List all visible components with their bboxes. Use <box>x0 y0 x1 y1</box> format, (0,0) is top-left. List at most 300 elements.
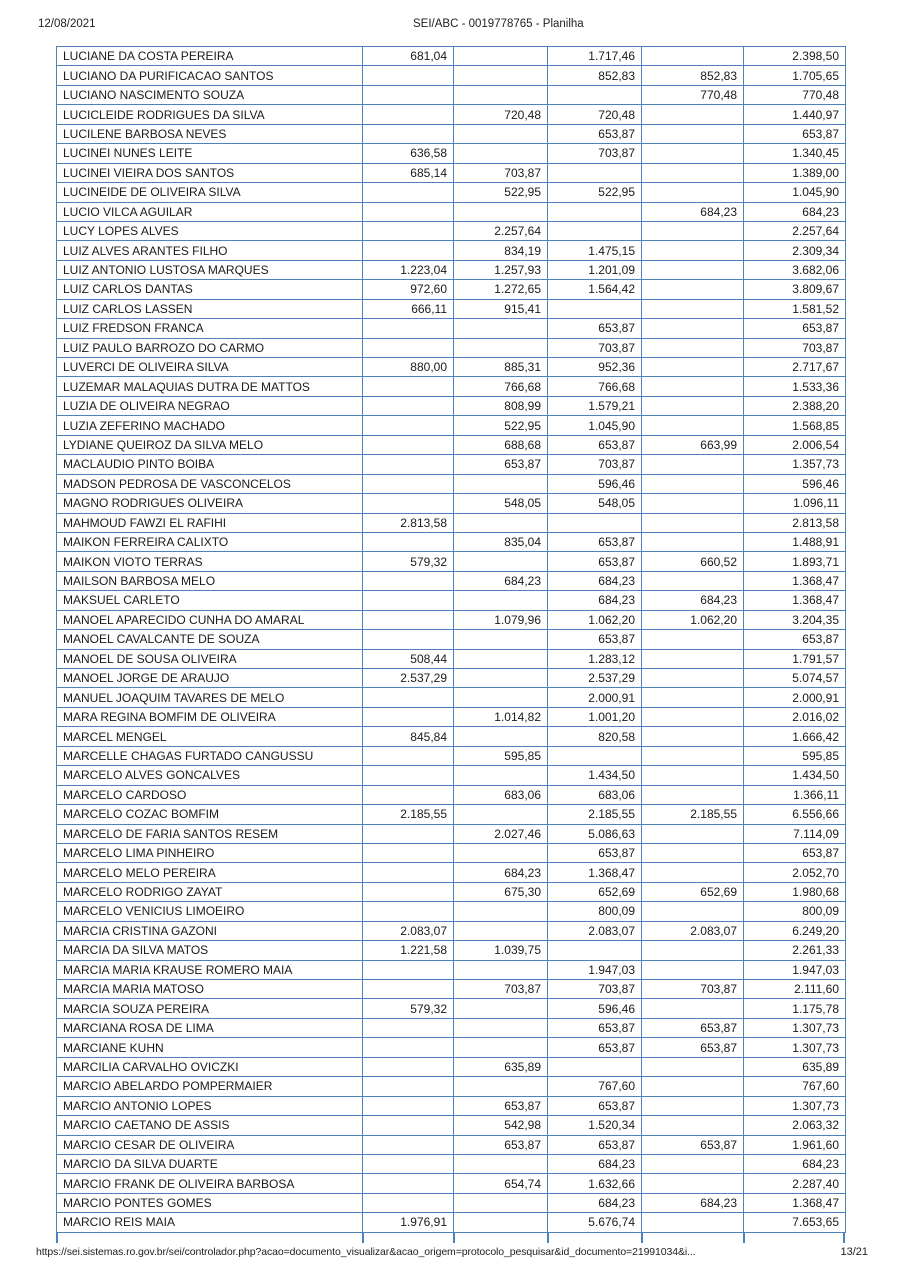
value-cell <box>642 1077 744 1096</box>
value-cell: 508,44 <box>363 649 454 668</box>
value-cell: 952,36 <box>548 358 642 377</box>
value-cell: 579,32 <box>363 999 454 1018</box>
value-cell <box>548 299 642 318</box>
value-cell: 1.340,45 <box>744 144 846 163</box>
value-cell: 3.809,67 <box>744 280 846 299</box>
value-cell: 766,68 <box>454 377 548 396</box>
name-cell: LUCINEI VIEIRA DOS SANTOS <box>57 163 363 182</box>
value-cell: 834,19 <box>454 241 548 260</box>
value-cell <box>642 571 744 590</box>
value-cell: 2.185,55 <box>548 805 642 824</box>
column-border-stub <box>547 1233 549 1243</box>
document-title: SEI/ABC - 0019778765 - Planilha <box>413 18 584 30</box>
value-cell <box>363 202 454 221</box>
value-cell <box>363 1096 454 1115</box>
value-cell: 703,87 <box>548 455 642 474</box>
value-cell <box>454 1154 548 1173</box>
value-cell: 2.388,20 <box>744 396 846 415</box>
value-cell: 703,87 <box>548 980 642 999</box>
value-cell <box>548 202 642 221</box>
value-cell <box>642 902 744 921</box>
value-cell <box>363 1038 454 1057</box>
value-cell: 2.257,64 <box>744 221 846 240</box>
value-cell: 1.221,58 <box>363 941 454 960</box>
data-table <box>56 46 846 1233</box>
table-row <box>57 299 846 318</box>
name-cell: MACLAUDIO PINTO BOIBA <box>57 455 363 474</box>
value-cell: 770,48 <box>744 85 846 104</box>
value-cell: 5.086,63 <box>548 824 642 843</box>
table-row <box>57 532 846 551</box>
name-cell: MARCIANE KUHN <box>57 1038 363 1057</box>
value-cell <box>642 144 744 163</box>
value-cell <box>548 221 642 240</box>
value-cell <box>642 474 744 493</box>
value-cell <box>363 843 454 862</box>
value-cell <box>642 766 744 785</box>
name-cell: LUIZ CARLOS LASSEN <box>57 299 363 318</box>
value-cell <box>454 1193 548 1212</box>
name-cell: LUIZ CARLOS DANTAS <box>57 280 363 299</box>
name-cell: MARCIO CAETANO DE ASSIS <box>57 1116 363 1135</box>
value-cell: 684,23 <box>548 1154 642 1173</box>
page-footer <box>0 1246 904 1258</box>
table-row <box>57 669 846 688</box>
value-cell: 720,48 <box>548 105 642 124</box>
value-cell: 1.579,21 <box>548 396 642 415</box>
value-cell <box>363 824 454 843</box>
column-border-stub <box>641 1233 643 1243</box>
name-cell: LUIZ FREDSON FRANCA <box>57 319 363 338</box>
value-cell <box>454 319 548 338</box>
value-cell: 703,87 <box>454 980 548 999</box>
value-cell: 684,23 <box>548 571 642 590</box>
value-cell: 1.947,03 <box>744 960 846 979</box>
value-cell: 522,95 <box>454 183 548 202</box>
value-cell <box>454 513 548 532</box>
table-row <box>57 960 846 979</box>
value-cell: 653,87 <box>454 1135 548 1154</box>
name-cell: MAKSUEL CARLETO <box>57 591 363 610</box>
value-cell <box>454 902 548 921</box>
name-cell: LUCIO VILCA AGUILAR <box>57 202 363 221</box>
value-cell: 675,30 <box>454 882 548 901</box>
value-cell <box>642 630 744 649</box>
value-cell <box>454 1018 548 1037</box>
value-cell: 1.062,20 <box>642 610 744 629</box>
value-cell <box>454 1038 548 1057</box>
table-row <box>57 260 846 279</box>
value-cell: 1.272,65 <box>454 280 548 299</box>
name-cell: MARCELO ALVES GONCALVES <box>57 766 363 785</box>
value-cell: 1.368,47 <box>548 863 642 882</box>
value-cell <box>642 941 744 960</box>
value-cell: 845,84 <box>363 727 454 746</box>
value-cell: 885,31 <box>454 358 548 377</box>
value-cell: 635,89 <box>454 1057 548 1076</box>
value-cell: 6.556,66 <box>744 805 846 824</box>
name-cell: LUCILENE BARBOSA NEVES <box>57 124 363 143</box>
value-cell: 1.717,46 <box>548 47 642 66</box>
value-cell <box>363 1135 454 1154</box>
table-row <box>57 727 846 746</box>
name-cell: MARCELO DE FARIA SANTOS RESEM <box>57 824 363 843</box>
value-cell: 596,46 <box>548 999 642 1018</box>
table-row <box>57 319 846 338</box>
spreadsheet-page <box>56 46 846 1233</box>
value-cell <box>363 377 454 396</box>
name-cell: MARCEL MENGEL <box>57 727 363 746</box>
table-row <box>57 980 846 999</box>
value-cell: 2.717,67 <box>744 358 846 377</box>
table-row <box>57 1213 846 1232</box>
name-cell: MARCIA MARIA MATOSO <box>57 980 363 999</box>
value-cell: 800,09 <box>548 902 642 921</box>
value-cell: 684,23 <box>744 202 846 221</box>
value-cell: 767,60 <box>548 1077 642 1096</box>
page-header <box>0 18 904 34</box>
column-border-stub <box>453 1233 455 1243</box>
value-cell <box>363 221 454 240</box>
value-cell: 684,23 <box>744 1154 846 1173</box>
value-cell <box>642 338 744 357</box>
name-cell: MARCELO LIMA PINHEIRO <box>57 843 363 862</box>
value-cell: 1.201,09 <box>548 260 642 279</box>
value-cell: 1.705,65 <box>744 66 846 85</box>
name-cell: LUCINEI NUNES LEITE <box>57 144 363 163</box>
column-border-stub <box>843 1233 845 1243</box>
table-row <box>57 1038 846 1057</box>
value-cell: 1.045,90 <box>744 183 846 202</box>
value-cell: 1.568,85 <box>744 416 846 435</box>
value-cell: 1.488,91 <box>744 532 846 551</box>
value-cell: 766,68 <box>548 377 642 396</box>
table-row <box>57 221 846 240</box>
value-cell <box>642 746 744 765</box>
value-cell: 1.434,50 <box>744 766 846 785</box>
table-row <box>57 183 846 202</box>
value-cell <box>642 707 744 726</box>
name-cell: MARCIO DA SILVA DUARTE <box>57 1154 363 1173</box>
value-cell <box>642 649 744 668</box>
value-cell: 972,60 <box>363 280 454 299</box>
value-cell: 684,23 <box>642 591 744 610</box>
value-cell: 548,05 <box>454 494 548 513</box>
value-cell <box>642 1096 744 1115</box>
value-cell: 2.006,54 <box>744 435 846 454</box>
name-cell: MAHMOUD FAWZI EL RAFIHI <box>57 513 363 532</box>
header-date: 12/08/2021 <box>38 18 96 30</box>
table-row <box>57 377 846 396</box>
table-row <box>57 163 846 182</box>
value-cell: 683,06 <box>548 785 642 804</box>
value-cell: 1.175,78 <box>744 999 846 1018</box>
value-cell <box>363 416 454 435</box>
value-cell: 1.257,93 <box>454 260 548 279</box>
value-cell: 522,95 <box>548 183 642 202</box>
name-cell: MARCELO CARDOSO <box>57 785 363 804</box>
value-cell <box>548 746 642 765</box>
name-cell: LUCIANE DA COSTA PEREIRA <box>57 47 363 66</box>
value-cell <box>454 474 548 493</box>
value-cell: 800,09 <box>744 902 846 921</box>
value-cell <box>642 727 744 746</box>
table-row <box>57 66 846 85</box>
value-cell: 2.537,29 <box>363 669 454 688</box>
name-cell: MARCIO FRANK DE OLIVEIRA BARBOSA <box>57 1174 363 1193</box>
name-cell: MANOEL JORGE DE ARAUJO <box>57 669 363 688</box>
value-cell: 808,99 <box>454 396 548 415</box>
name-cell: MARCIANA ROSA DE LIMA <box>57 1018 363 1037</box>
name-cell: MARCIA MARIA KRAUSE ROMERO MAIA <box>57 960 363 979</box>
value-cell <box>454 66 548 85</box>
value-cell <box>363 455 454 474</box>
value-cell: 2.185,55 <box>642 805 744 824</box>
value-cell: 660,52 <box>642 552 744 571</box>
name-cell: MAILSON BARBOSA MELO <box>57 571 363 590</box>
value-cell <box>454 960 548 979</box>
value-cell <box>454 766 548 785</box>
value-cell <box>642 105 744 124</box>
value-cell: 2.027,46 <box>454 824 548 843</box>
value-cell <box>454 630 548 649</box>
table-row <box>57 241 846 260</box>
value-cell: 2.000,91 <box>548 688 642 707</box>
value-cell: 1.533,36 <box>744 377 846 396</box>
value-cell: 1.980,68 <box>744 882 846 901</box>
value-cell: 915,41 <box>454 299 548 318</box>
value-cell <box>363 610 454 629</box>
value-cell <box>363 1057 454 1076</box>
name-cell: MADSON PEDROSA DE VASCONCELOS <box>57 474 363 493</box>
value-cell: 1.307,73 <box>744 1038 846 1057</box>
table-row <box>57 863 846 882</box>
value-cell <box>454 124 548 143</box>
value-cell: 2.537,29 <box>548 669 642 688</box>
value-cell: 1.368,47 <box>744 1193 846 1212</box>
name-cell: MARCIA CRISTINA GAZONI <box>57 921 363 940</box>
value-cell <box>363 591 454 610</box>
name-cell: MARCIO ABELARDO POMPERMAIER <box>57 1077 363 1096</box>
name-cell: LYDIANE QUEIROZ DA SILVA MELO <box>57 435 363 454</box>
value-cell <box>642 513 744 532</box>
value-cell <box>642 319 744 338</box>
value-cell: 653,87 <box>548 1038 642 1057</box>
value-cell: 2.063,32 <box>744 1116 846 1135</box>
table-row <box>57 843 846 862</box>
value-cell <box>363 241 454 260</box>
value-cell: 2.257,64 <box>454 221 548 240</box>
value-cell <box>454 1213 548 1232</box>
table-row <box>57 416 846 435</box>
table-row <box>57 766 846 785</box>
value-cell <box>642 1154 744 1173</box>
value-cell: 596,46 <box>744 474 846 493</box>
name-cell: MARCELO VENICIUS LIMOEIRO <box>57 902 363 921</box>
name-cell: LUZEMAR MALAQUIAS DUTRA DE MATTOS <box>57 377 363 396</box>
value-cell <box>454 144 548 163</box>
name-cell: LUCINEIDE DE OLIVEIRA SILVA <box>57 183 363 202</box>
table-row <box>57 455 846 474</box>
table-row <box>57 105 846 124</box>
table-row <box>57 805 846 824</box>
value-cell <box>454 688 548 707</box>
value-cell <box>642 1213 744 1232</box>
value-cell <box>363 1018 454 1037</box>
value-cell: 770,48 <box>642 85 744 104</box>
value-cell: 653,87 <box>548 630 642 649</box>
value-cell: 579,32 <box>363 552 454 571</box>
value-cell: 685,14 <box>363 163 454 182</box>
value-cell <box>642 221 744 240</box>
value-cell <box>642 163 744 182</box>
value-cell: 1.062,20 <box>548 610 642 629</box>
table-row <box>57 124 846 143</box>
table-row <box>57 902 846 921</box>
value-cell <box>642 455 744 474</box>
value-cell: 1.307,73 <box>744 1018 846 1037</box>
table-row <box>57 513 846 532</box>
value-cell: 595,85 <box>744 746 846 765</box>
value-cell: 653,87 <box>548 124 642 143</box>
page-number: 13/21 <box>840 1246 868 1258</box>
value-cell <box>642 377 744 396</box>
name-cell: LUCICLEIDE RODRIGUES DA SILVA <box>57 105 363 124</box>
table-row <box>57 396 846 415</box>
name-cell: LUIZ ALVES ARANTES FILHO <box>57 241 363 260</box>
value-cell <box>363 882 454 901</box>
value-cell: 663,99 <box>642 435 744 454</box>
name-cell: MANOEL CAVALCANTE DE SOUZA <box>57 630 363 649</box>
table-row <box>57 688 846 707</box>
value-cell <box>363 1116 454 1135</box>
value-cell: 653,87 <box>548 1096 642 1115</box>
table-row <box>57 1174 846 1193</box>
value-cell: 2.398,50 <box>744 47 846 66</box>
name-cell: MARCIO ANTONIO LOPES <box>57 1096 363 1115</box>
value-cell <box>363 319 454 338</box>
value-cell <box>642 863 744 882</box>
value-cell: 684,23 <box>642 202 744 221</box>
value-cell: 5.676,74 <box>548 1213 642 1232</box>
value-cell: 703,87 <box>548 144 642 163</box>
value-cell <box>642 999 744 1018</box>
value-cell: 684,23 <box>548 591 642 610</box>
value-cell: 1.357,73 <box>744 455 846 474</box>
value-cell: 548,05 <box>548 494 642 513</box>
footer-url: https://sei.sistemas.ro.gov.br/sei/controlador.php?acao=documento_visualizar&acao_origem=protocolo_pesquisar&id_documento=21991034&i... <box>36 1246 696 1258</box>
value-cell: 681,04 <box>363 47 454 66</box>
value-cell <box>548 513 642 532</box>
value-cell <box>454 727 548 746</box>
table-row <box>57 921 846 940</box>
value-cell <box>454 591 548 610</box>
name-cell: LUIZ PAULO BARROZO DO CARMO <box>57 338 363 357</box>
value-cell: 5.074,57 <box>744 669 846 688</box>
value-cell <box>363 474 454 493</box>
value-cell <box>454 552 548 571</box>
value-cell: 1.283,12 <box>548 649 642 668</box>
table-row <box>57 47 846 66</box>
name-cell: LUCIANO NASCIMENTO SOUZA <box>57 85 363 104</box>
table-row <box>57 1018 846 1037</box>
table-row <box>57 280 846 299</box>
value-cell: 635,89 <box>744 1057 846 1076</box>
value-cell: 1.475,15 <box>548 241 642 260</box>
value-cell: 653,87 <box>548 1135 642 1154</box>
table-row <box>57 610 846 629</box>
value-cell: 835,04 <box>454 532 548 551</box>
value-cell: 653,87 <box>548 1018 642 1037</box>
value-cell <box>642 532 744 551</box>
value-cell: 6.249,20 <box>744 921 846 940</box>
value-cell <box>642 494 744 513</box>
value-cell: 2.287,40 <box>744 1174 846 1193</box>
table-row <box>57 85 846 104</box>
value-cell <box>454 338 548 357</box>
table-row <box>57 358 846 377</box>
value-cell: 1.368,47 <box>744 571 846 590</box>
value-cell <box>363 183 454 202</box>
value-cell <box>642 960 744 979</box>
value-cell <box>642 843 744 862</box>
value-cell <box>642 688 744 707</box>
value-cell: 1.001,20 <box>548 707 642 726</box>
value-cell: 653,87 <box>642 1135 744 1154</box>
table-row <box>57 1154 846 1173</box>
value-cell <box>363 1077 454 1096</box>
value-cell <box>642 1057 744 1076</box>
value-cell <box>454 669 548 688</box>
value-cell: 653,87 <box>548 319 642 338</box>
value-cell <box>454 921 548 940</box>
table-row <box>57 494 846 513</box>
value-cell: 1.366,11 <box>744 785 846 804</box>
name-cell: MARCILIA CARVALHO OVICZKI <box>57 1057 363 1076</box>
value-cell <box>454 999 548 1018</box>
table-row <box>57 144 846 163</box>
value-cell: 542,98 <box>454 1116 548 1135</box>
value-cell <box>642 396 744 415</box>
name-cell: MAIKON VIOTO TERRAS <box>57 552 363 571</box>
value-cell <box>363 66 454 85</box>
table-row <box>57 1193 846 1212</box>
value-cell: 653,87 <box>642 1018 744 1037</box>
value-cell <box>454 1077 548 1096</box>
value-cell <box>363 980 454 999</box>
value-cell <box>548 1057 642 1076</box>
value-cell: 653,87 <box>548 552 642 571</box>
column-border-stub <box>56 1233 58 1243</box>
table-row <box>57 1057 846 1076</box>
value-cell: 522,95 <box>454 416 548 435</box>
value-cell: 1.045,90 <box>548 416 642 435</box>
value-cell: 654,74 <box>454 1174 548 1193</box>
name-cell: MARCIO PONTES GOMES <box>57 1193 363 1212</box>
value-cell <box>363 124 454 143</box>
table-row <box>57 1116 846 1135</box>
table-row <box>57 435 846 454</box>
value-cell <box>363 338 454 357</box>
table-row <box>57 474 846 493</box>
value-cell <box>363 105 454 124</box>
value-cell: 653,87 <box>548 435 642 454</box>
value-cell <box>642 669 744 688</box>
value-cell: 652,69 <box>548 882 642 901</box>
value-cell: 703,87 <box>744 338 846 357</box>
value-cell: 1.368,47 <box>744 591 846 610</box>
table-row <box>57 1135 846 1154</box>
